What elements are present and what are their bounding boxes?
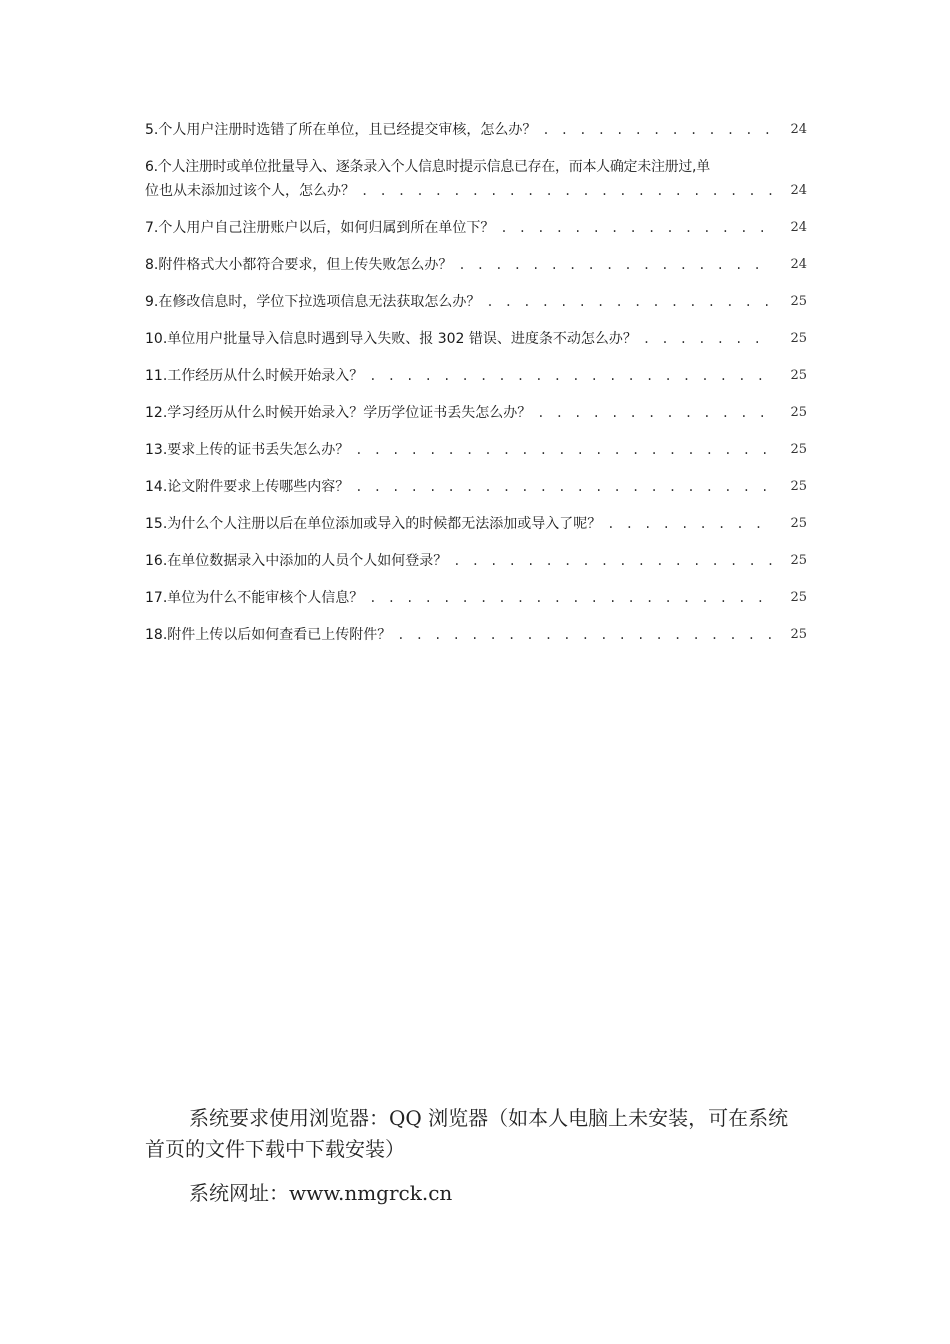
toc-entry[interactable]: [145, 327, 807, 351]
system-url-line: 系统网址：www.nmgrck.cn: [189, 1181, 453, 1205]
toc-entry-text: 7.个人用户自己注册账户以后，如何归属到所在单位下？: [145, 220, 495, 236]
toc-entry-text: 18.附件上传以后如何查看已上传附件？: [145, 627, 392, 643]
toc-page-number: 25: [790, 627, 807, 642]
toc-entry-text: 8.附件格式大小都符合要求，但上传失败怎么办？: [145, 257, 453, 273]
browser-requirement-note: 系统要求使用浏览器：QQ 浏览器（如本人电脑上未安装，可在系统首页的文件下载中下载安装）: [145, 1106, 789, 1161]
toc-entry-text: 6.个人注册时或单位批量导入、逐条录入个人信息时提示信息已存在，而本人确定未注册过,单: [145, 159, 710, 175]
toc-page-number: 25: [790, 479, 807, 494]
toc-page-number: 25: [790, 331, 807, 346]
toc-page-number: 25: [790, 442, 807, 457]
toc-entry[interactable]: [145, 118, 807, 142]
toc-leader-dots: [500, 216, 773, 240]
toc-entry-text: 5.个人用户注册时选错了所在单位，且已经提交审核，怎么办？: [145, 122, 537, 138]
toc-entry[interactable]: [145, 475, 807, 499]
toc-entry[interactable]: [145, 253, 807, 277]
toc-entry-text-continued: 位也从未添加过该个人，怎么办？: [145, 183, 355, 199]
toc-page-number: 24: [790, 257, 807, 272]
toc-entry[interactable]: [145, 586, 807, 610]
toc-leader-dots: [537, 401, 773, 425]
toc-page-number: 25: [790, 294, 807, 309]
toc-page-number: 25: [790, 368, 807, 383]
toc-entry-text: 16.在单位数据录入中添加的人员个人如何登录？: [145, 553, 448, 569]
toc-entry[interactable]: [145, 549, 807, 573]
toc-leader-dots: [397, 623, 773, 647]
toc-entry-text: 14.论文附件要求上传哪些内容？: [145, 479, 350, 495]
toc-page-number: 25: [790, 553, 807, 568]
toc-leader-dots: [542, 118, 773, 142]
toc-entry-text: 12.学习经历从什么时候开始录入？学历学位证书丢失怎么办？: [145, 405, 532, 421]
toc-leader-dots: [361, 179, 773, 203]
toc-entry[interactable]: [145, 623, 807, 647]
toc-entry[interactable]: [145, 438, 807, 462]
toc-leader-dots: [453, 549, 773, 573]
toc-entry-text: 11.工作经历从什么时候开始录入？: [145, 368, 364, 384]
toc-page-number: 25: [790, 590, 807, 605]
toc-leader-dots: [355, 475, 773, 499]
toc-page-number: 25: [790, 516, 807, 531]
toc-leader-dots: [369, 586, 773, 610]
toc-leader-dots: [369, 364, 773, 388]
toc-page-number: 24: [790, 122, 807, 137]
toc-entry-text: 13.要求上传的证书丢失怎么办？: [145, 442, 350, 458]
toc-entry[interactable]: [145, 290, 807, 314]
toc-entry[interactable]: [145, 364, 807, 388]
toc-entry-text: 17.单位为什么不能审核个人信息？: [145, 590, 364, 606]
toc-leader-dots: [607, 512, 773, 536]
toc-leader-dots: [643, 327, 773, 351]
toc-leader-dots: [355, 438, 773, 462]
toc-entry-text: 9.在修改信息时，学位下拉选项信息无法获取怎么办？: [145, 294, 481, 310]
toc-leader-dots: [486, 290, 773, 314]
toc-page-number: 24: [790, 183, 807, 198]
toc-entry-text: 15.为什么个人注册以后在单位添加或导入的时候都无法添加或导入了呢？: [145, 516, 602, 532]
toc-entry[interactable]: [145, 512, 807, 536]
toc-entry[interactable]: [145, 216, 807, 240]
toc-page-number: 25: [790, 405, 807, 420]
toc-entry[interactable]: [145, 401, 807, 425]
toc-leader-dots: [458, 253, 773, 277]
toc-page-number: 24: [790, 220, 807, 235]
table-of-contents: [145, 118, 807, 660]
toc-entry[interactable]: [145, 155, 807, 203]
toc-entry-text: 10.单位用户批量导入信息时遇到导入失败、报 302 错误、进度条不动怎么办？: [145, 331, 637, 347]
